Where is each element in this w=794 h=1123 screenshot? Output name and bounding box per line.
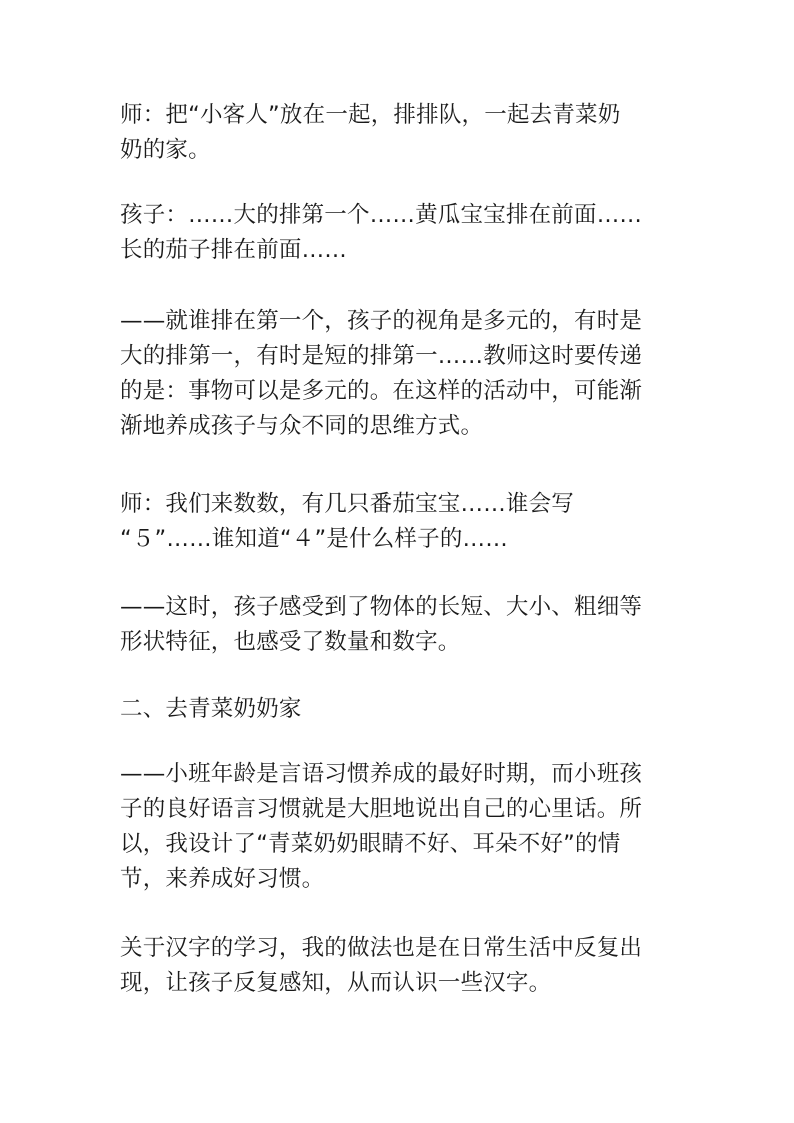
text-line: 以，我设计了“青菜奶奶眼睛不好、耳朵不好”的情 <box>120 831 621 857</box>
paragraph-commentary-2 <box>120 590 676 660</box>
text-line: 长的茄子排在前面…… <box>120 237 348 263</box>
text-line: ——小班年龄是言语习惯养成的最好时期，而小班孩 <box>120 761 643 787</box>
paragraph-commentary-3 <box>120 757 676 897</box>
text-line: 师：把“小客人”放在一起，排排队，一起去青菜奶 <box>120 102 621 128</box>
paragraph-teacher-line-2 <box>120 487 676 557</box>
text-line: ——就谁排在第一个，孩子的视角是多元的，有时是 <box>120 308 643 334</box>
text-line: 形状特征，也感受了数量和数字。 <box>120 629 461 655</box>
text-line: 孩子：……大的排第一个……黄瓜宝宝排在前面…… <box>120 202 643 228</box>
text-line: 奶的家。 <box>120 137 211 163</box>
paragraph-conclusion <box>120 931 676 1001</box>
text-line: 渐地养成孩子与众不同的思维方式。 <box>120 413 484 439</box>
section-heading <box>120 692 676 727</box>
text-line: ——这时，孩子感受到了物体的长短、大小、粗细等 <box>120 594 643 620</box>
text-line: “５”……谁知道“４”是什么样子的…… <box>120 526 508 552</box>
text-line: 的是：事物可以是多元的。在这样的活动中，可能渐 <box>120 378 643 404</box>
text-line: 大的排第一，有时是短的排第一……教师这时要传递 <box>120 343 643 369</box>
paragraph-teacher-line-1 <box>120 98 676 168</box>
text-line: 子的良好语言习惯就是大胆地说出自己的心里话。所 <box>120 796 643 822</box>
text-line: 关于汉字的学习，我的做法也是在日常生活中反复出 <box>120 935 643 961</box>
text-line: 师：我们来数数，有几只番茄宝宝……谁会写 <box>120 491 575 517</box>
section-heading-text: 二、去青菜奶奶家 <box>120 696 302 722</box>
paragraph-child-line <box>120 198 676 268</box>
paragraph-commentary-1 <box>120 304 676 444</box>
text-line: 现，让孩子反复感知，从而认识一些汉字。 <box>120 970 552 996</box>
text-line: 节，来养成好习惯。 <box>120 866 325 892</box>
